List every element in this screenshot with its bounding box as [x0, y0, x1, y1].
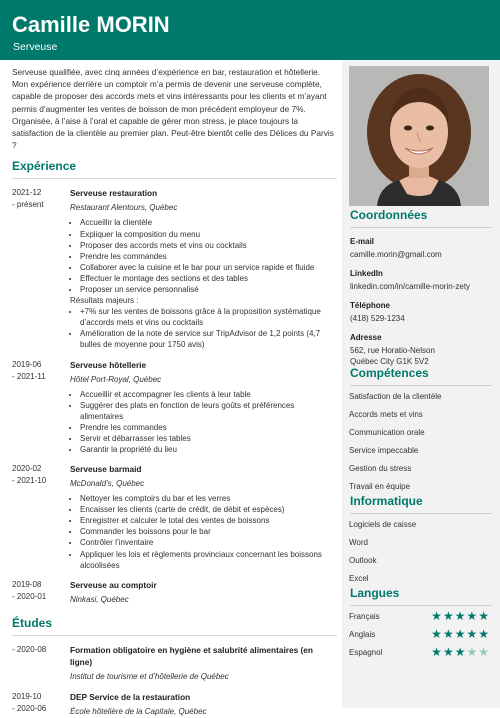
- entry-date: [12, 579, 64, 603]
- address-line1: 562, rue Horatio-Nelson: [350, 346, 435, 355]
- task-item: • Effectuer le montage des sections et des tables: [80, 273, 337, 284]
- entry-body: [70, 691, 337, 718]
- job-role: Serveuse restauration: [70, 188, 158, 199]
- star-icon: ★: [431, 609, 442, 623]
- entry-body: [70, 359, 337, 456]
- skill-item: Satisfaction de la clientèle: [349, 392, 442, 401]
- linkedin-value[interactable]: linkedin.com/in/camille-morin-zety: [350, 282, 471, 291]
- languages-list: [342, 609, 500, 663]
- task-item: • Collaborer avec la cuisine et le bar pour un service rapide et fluide: [80, 262, 337, 273]
- sidebar: [342, 60, 500, 708]
- task-item: • Prendre les commandes: [80, 422, 337, 433]
- languages-section: [342, 586, 500, 663]
- star-icon: ★: [478, 609, 489, 623]
- experience-heading: Expérience: [12, 159, 337, 179]
- language-level-stars: [431, 646, 489, 659]
- entry-body: [70, 187, 337, 350]
- task-item: • Appliquer les lois et règlements provinciaux concernant les boissons alcoolisées: [80, 549, 337, 571]
- experience-entry: [12, 579, 337, 606]
- entry-date-start: 2021-12: [12, 188, 42, 198]
- skill-item: Communication orale: [349, 428, 425, 437]
- job-company: McDonald’s, Québec: [70, 479, 145, 489]
- result-item: • Amélioration de la note de service sur TripAdvisor de 1,2 points (4,7 bulles de moyenne pour 1750 avis): [80, 328, 337, 350]
- entry-date-end: - 2020-06: [12, 703, 47, 713]
- skill-item: Service impeccable: [349, 446, 419, 455]
- entry-body: [70, 579, 337, 606]
- star-icon: ★: [442, 645, 454, 659]
- results-label: Résultats majeurs :: [70, 296, 139, 306]
- skills-heading: Compétences: [350, 366, 492, 386]
- experience-list: [12, 187, 337, 605]
- entry-date-end: - 2020-01: [12, 591, 47, 601]
- language-row: [349, 645, 493, 663]
- star-icon: ★: [478, 627, 489, 641]
- entry-body: [70, 644, 337, 683]
- star-icon: ★: [454, 627, 466, 641]
- entry-date-start: - 2020-08: [12, 644, 47, 654]
- degree-title: Formation obligatoire en hygiène et salubrité alimentaires (en ligne): [70, 644, 313, 667]
- results-list: [70, 306, 337, 350]
- star-icon: ★: [442, 609, 454, 623]
- address-line2: Québec City G1K 5V2: [350, 357, 429, 366]
- skills-section: [342, 366, 500, 496]
- task-item: • Garantir la propriété du lieu: [80, 444, 337, 455]
- email-label: E-mail: [350, 237, 375, 246]
- language-level-stars: [431, 610, 489, 623]
- task-item: • Expliquer la composition du menu: [80, 229, 337, 240]
- task-item: • Commander les boissons pour le bar: [80, 526, 337, 537]
- job-role: Serveuse barmaid: [70, 464, 142, 475]
- job-role: Serveuse au comptoir: [70, 579, 157, 590]
- main-column: [12, 66, 337, 718]
- star-icon: ★: [466, 627, 478, 641]
- skill-item: Gestion du stress: [349, 464, 412, 473]
- star-icon: ★: [431, 627, 442, 641]
- star-icon: ★: [431, 645, 442, 659]
- job-role: Serveuse hôtellerie: [70, 359, 147, 370]
- entry-body: [70, 463, 337, 571]
- star-icon: ★: [454, 609, 466, 623]
- entry-date: [12, 691, 64, 715]
- task-item: • Contrôler l’inventaire: [80, 537, 337, 548]
- education-entry: [12, 691, 337, 718]
- entry-date-start: 2019-10: [12, 691, 42, 701]
- task-list: [70, 389, 337, 456]
- task-item: • Nettoyer les comptoirs du bar et les verres: [80, 493, 337, 504]
- contact-heading: Coordonnées: [350, 208, 492, 228]
- task-item: • Suggérer des plats en fonction de leurs goûts et préférences alimentaires: [80, 400, 337, 422]
- phone-label: Téléphone: [350, 301, 391, 310]
- phone-value[interactable]: (418) 529-1234: [350, 314, 405, 323]
- it-item: Outlook: [349, 556, 377, 565]
- star-icon: ★: [454, 645, 466, 659]
- entry-date-end: - 2021-11: [12, 371, 46, 381]
- entry-date-end: - présent: [12, 200, 44, 210]
- profile-photo: [349, 66, 489, 206]
- task-item: • Accueillir la clientèle: [80, 217, 337, 228]
- job-company: Ninkasi, Québec: [70, 594, 129, 604]
- language-name: Anglais: [349, 630, 376, 639]
- star-icon: ★: [442, 627, 454, 641]
- entry-date-end: - 2021-10: [12, 476, 47, 486]
- it-item: Word: [349, 538, 368, 547]
- star-icon: ★: [478, 645, 489, 659]
- experience-entry: [12, 187, 337, 350]
- language-name: Français: [349, 612, 380, 621]
- entry-date-start: 2019-06: [12, 359, 42, 369]
- header-banner: [0, 0, 500, 60]
- job-company: Restaurant Alentours, Québec: [70, 203, 178, 213]
- task-item: • Encaisser les clients (carte de crédit, de débit et espèces): [80, 504, 337, 515]
- experience-entry: [12, 463, 337, 571]
- education-list: [12, 644, 337, 718]
- task-item: • Servir et débarrasser les tables: [80, 433, 337, 444]
- education-entry: [12, 644, 337, 683]
- star-icon: ★: [466, 645, 478, 659]
- school-name: Institut de tourisme et d’hôtellerie de Québec: [70, 671, 229, 681]
- it-list: [342, 516, 500, 588]
- entry-date: [12, 359, 64, 383]
- task-item: • Enregistrer et calculer le total des ventes de boissons: [80, 515, 337, 526]
- entry-date: [12, 187, 64, 211]
- task-list: [70, 493, 337, 571]
- candidate-name: Camille MORIN: [12, 12, 170, 37]
- task-item: • Proposer un service personnalisé: [80, 284, 337, 295]
- language-level-stars: [431, 628, 489, 641]
- profile-summary: Serveuse qualifiée, avec cinq années d’expérience en bar, restauration et hôtellerie. Mon expérience derrière un comptoir m’a permis de devenir une serveuse complète, capable de proposer des accords mets et vins intéressants pour les clients et m’ayant permis d’augmenter les ventes de boisson de mon précédent employeur de 7%. Organisée, à l’aise à l’oral et capable de gérer mon stress, je place toujours la satisfaction de la clientèle au premier plan. Peut-être bientôt celle des Délices du Parvis ?: [12, 67, 334, 151]
- it-section: [342, 494, 500, 588]
- entry-date: [12, 463, 64, 487]
- address-label: Adresse: [350, 333, 382, 342]
- it-heading: Informatique: [350, 494, 492, 514]
- experience-entry: [12, 359, 337, 456]
- entry-date-start: 2020-02: [12, 464, 42, 474]
- star-icon: ★: [466, 609, 478, 623]
- candidate-title: Serveuse: [13, 41, 58, 53]
- task-item: • Proposer des accords mets et vins ou cocktails: [80, 240, 337, 251]
- skills-list: [342, 388, 500, 496]
- email-value[interactable]: camille.morin@gmail.com: [350, 250, 442, 259]
- degree-title: DEP Service de la restauration: [70, 691, 191, 702]
- result-item: • +7% sur les ventes de boissons grâce à la proposition systématique d’accords mets et vins ou cocktails: [80, 306, 337, 328]
- education-heading: Études: [12, 616, 337, 636]
- language-row: [349, 609, 493, 627]
- language-row: [349, 627, 493, 645]
- contact-section: [342, 208, 500, 367]
- skill-item: Travail en équipe: [349, 482, 411, 491]
- task-item: • Prendre les commandes: [80, 251, 337, 262]
- languages-heading: Langues: [350, 586, 492, 606]
- school-name: École hôtelière de la Capitale, Québec: [70, 706, 207, 716]
- task-list: [70, 217, 337, 295]
- it-item: Excel: [349, 574, 369, 583]
- job-company: Hôtel Port-Royal, Québec: [70, 374, 162, 384]
- linkedin-label: LinkedIn: [350, 269, 383, 278]
- it-item: Logiciels de caisse: [349, 520, 417, 529]
- task-item: • Accueillir et accompagner les clients à leur table: [80, 389, 337, 400]
- entry-date: [12, 644, 64, 656]
- entry-date-start: 2019-08: [12, 579, 42, 589]
- language-name: Espagnol: [349, 648, 383, 657]
- skill-item: Accords mets et vins: [349, 410, 423, 419]
